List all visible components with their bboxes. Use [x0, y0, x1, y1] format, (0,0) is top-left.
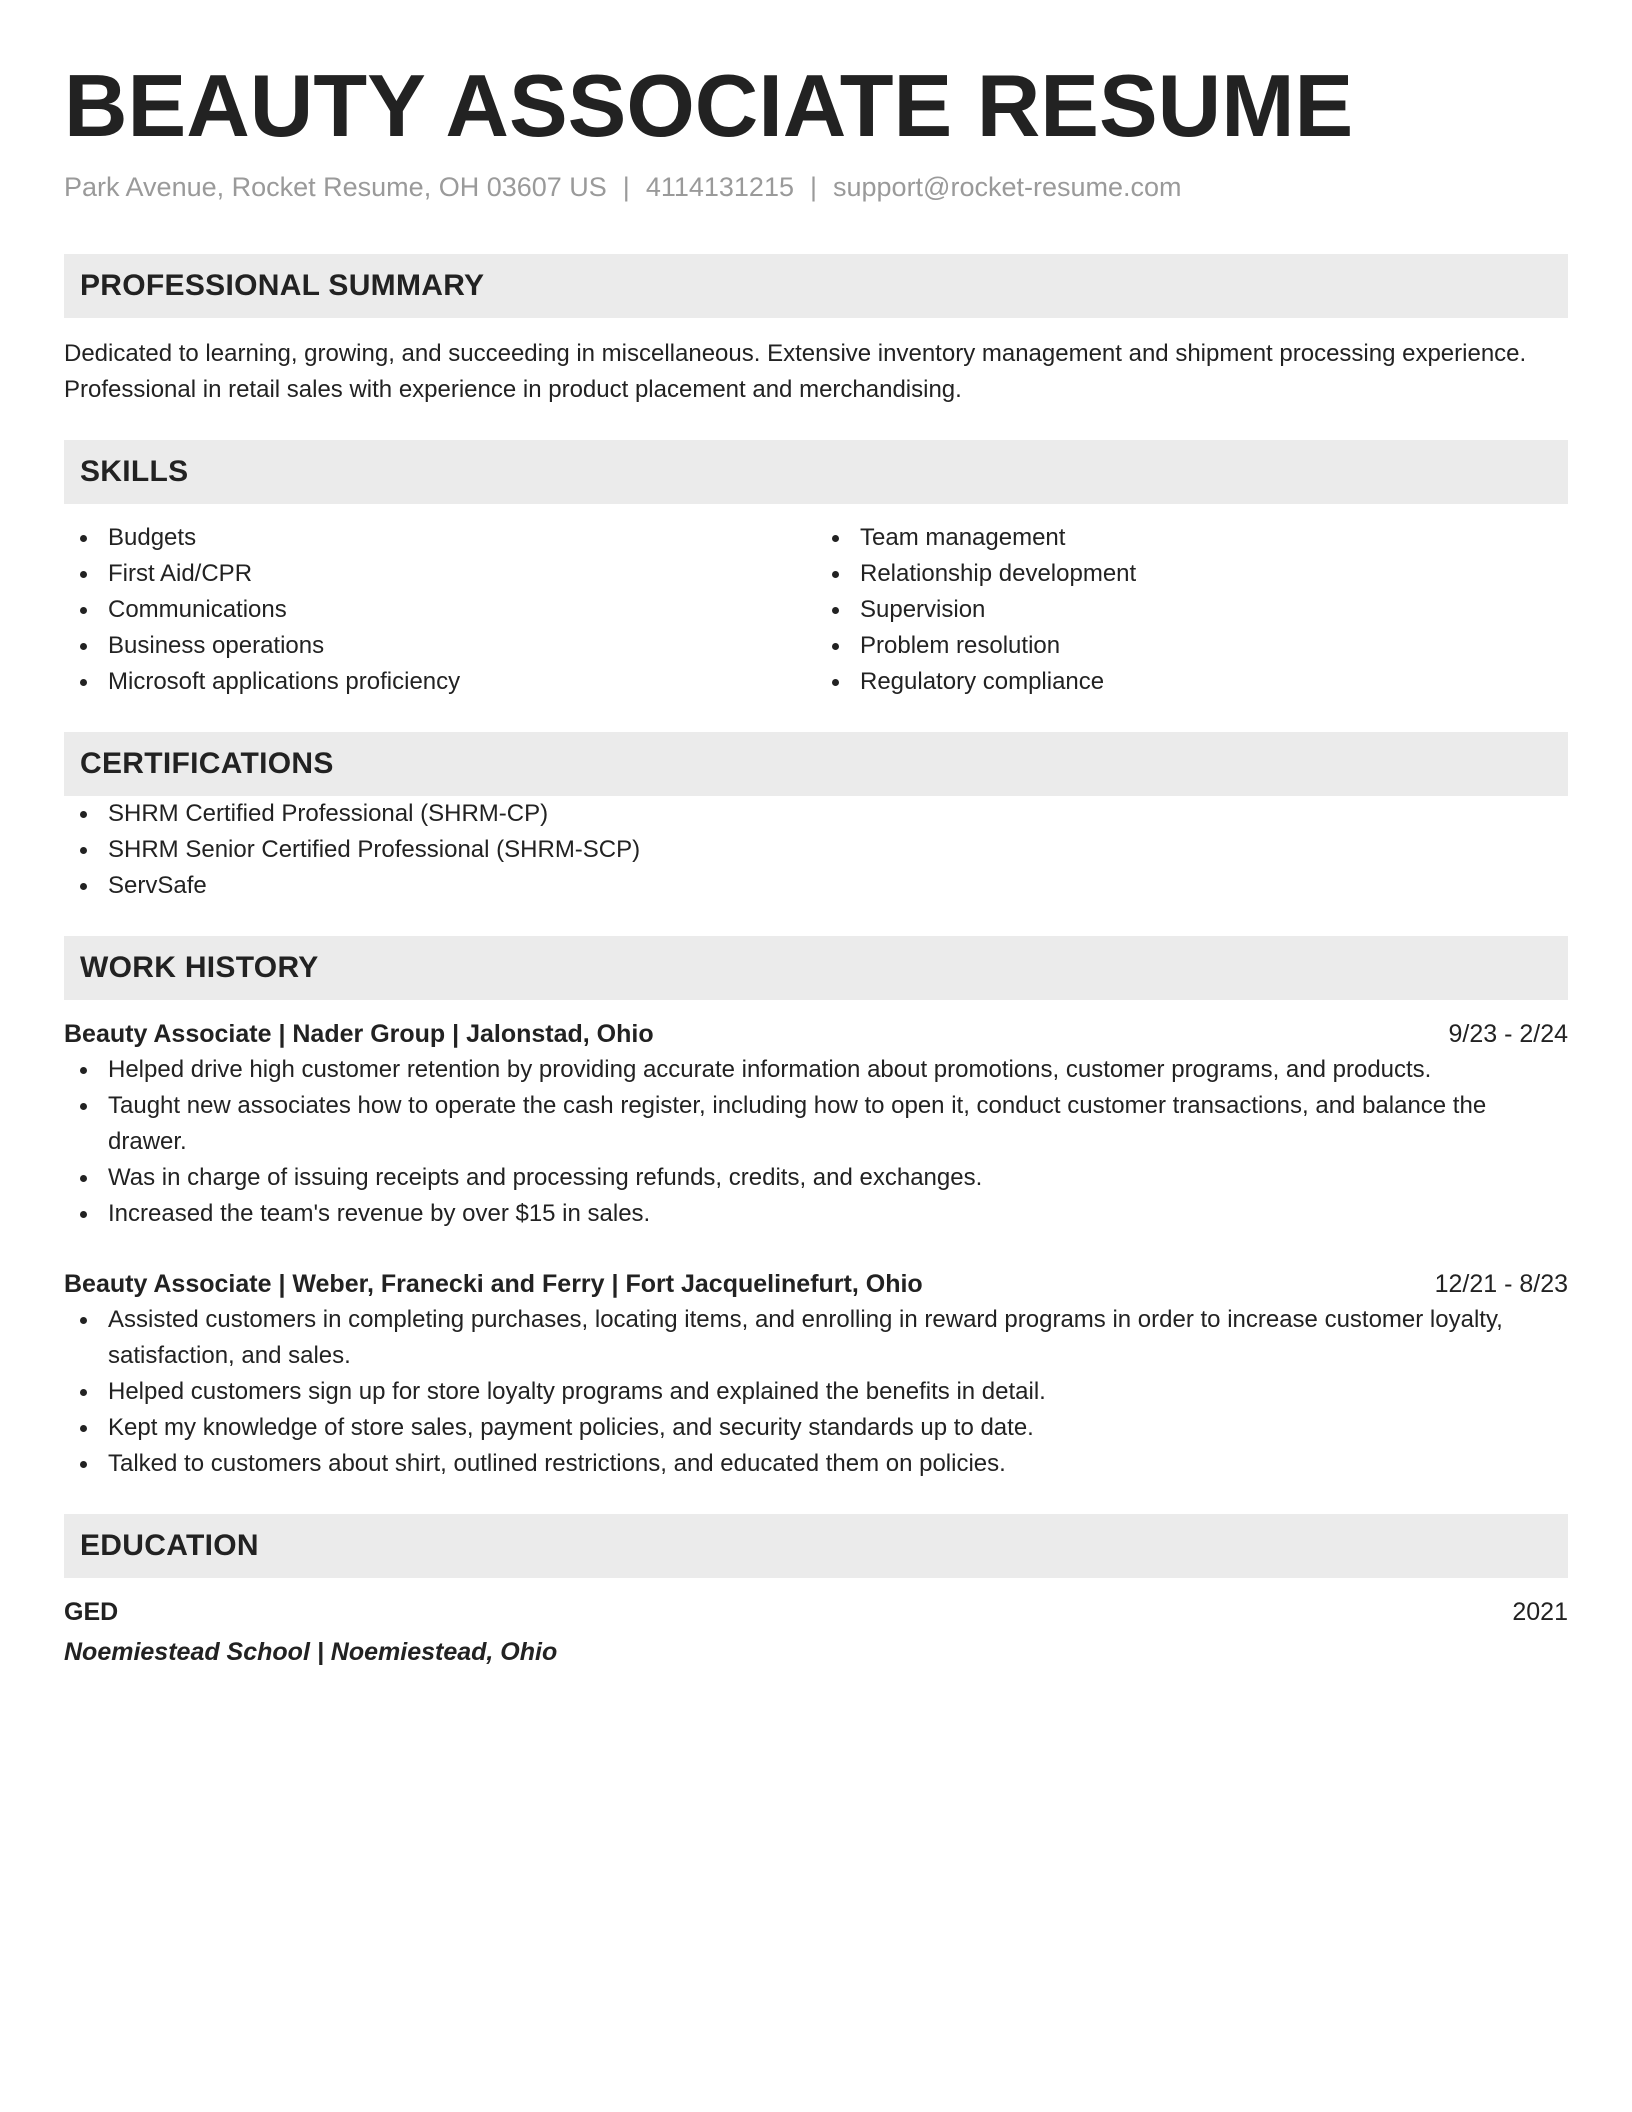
job-entry: [64, 1016, 1568, 1232]
skills-grid: [64, 520, 1568, 700]
job-bullet: Talked to customers about shirt, outlined restrictions, and educated them on policies.: [64, 1446, 1568, 1482]
certifications-list: [64, 796, 1568, 904]
contact-line: [64, 170, 1568, 204]
skills-list-right: [816, 520, 1568, 700]
job-bullets: [64, 1052, 1568, 1232]
summary-text: Dedicated to learning, growing, and succeeding in miscellaneous. Extensive inventory management and shipment processing experience. Professional in retail sales with experience in product placement and merchandising.: [64, 340, 1527, 403]
contact-email: support@rocket-resume.com: [833, 172, 1182, 202]
job-title: Beauty Associate | Nader Group | Jalonstad, Ohio: [64, 1020, 654, 1048]
section-header-education: EDUCATION: [64, 1514, 1568, 1578]
section-header-skills: SKILLS: [64, 440, 1568, 504]
skill-item: Team management: [816, 520, 1568, 556]
skill-item: Communications: [64, 592, 816, 628]
education-year: 2021: [1512, 1598, 1568, 1626]
skill-item: Supervision: [816, 592, 1568, 628]
job-bullet: Increased the team's revenue by over $15 in sales.: [64, 1196, 1568, 1232]
resume-title: BEAUTY ASSOCIATE RESUME: [64, 56, 1354, 155]
job-dates: 9/23 - 2/24: [1448, 1020, 1568, 1048]
job-bullet: Assisted customers in completing purchases, locating items, and enrolling in reward programs in order to increase customer loyalty, satisfaction, and sales.: [64, 1302, 1568, 1374]
job-bullet: Helped drive high customer retention by providing accurate information about promotions, customer programs, and products.: [64, 1052, 1568, 1088]
section-header-work-history: WORK HISTORY: [64, 936, 1568, 1000]
certification-item: ServSafe: [64, 868, 1568, 904]
skill-item: First Aid/CPR: [64, 556, 816, 592]
job-bullet: Was in charge of issuing receipts and processing refunds, credits, and exchanges.: [64, 1160, 1568, 1196]
certification-item: SHRM Certified Professional (SHRM-CP): [64, 796, 1568, 832]
skill-item: Problem resolution: [816, 628, 1568, 664]
skill-item: Regulatory compliance: [816, 664, 1568, 700]
education-school: Noemiestead School | Noemiestead, Ohio: [64, 1638, 558, 1666]
skill-item: Business operations: [64, 628, 816, 664]
education-header: [64, 1594, 1568, 1630]
job-bullet: Taught new associates how to operate the cash register, including how to open it, conduct customer transactions, and balance the drawer.: [64, 1088, 1568, 1160]
job-title: Beauty Associate | Weber, Franecki and Ferry | Fort Jacquelinefurt, Ohio: [64, 1270, 923, 1298]
section-header-certifications: CERTIFICATIONS: [64, 732, 1568, 796]
job-bullet: Kept my knowledge of store sales, payment policies, and security standards up to date.: [64, 1410, 1568, 1446]
job-entry: [64, 1266, 1568, 1482]
skills-list-left: [64, 520, 816, 700]
certification-item: SHRM Senior Certified Professional (SHRM-SCP): [64, 832, 1568, 868]
contact-separator: |: [622, 172, 630, 202]
education-degree: GED: [64, 1598, 119, 1626]
job-header: [64, 1266, 1568, 1302]
contact-separator: |: [809, 172, 817, 202]
section-header-summary: PROFESSIONAL SUMMARY: [64, 254, 1568, 318]
skill-item: Relationship development: [816, 556, 1568, 592]
contact-phone: 4114131215: [645, 172, 794, 202]
skill-item: Microsoft applications proficiency: [64, 664, 816, 700]
job-header: [64, 1016, 1568, 1052]
skill-item: Budgets: [64, 520, 816, 556]
job-bullets: [64, 1302, 1568, 1482]
education-entry: [64, 1594, 1568, 1670]
job-bullet: Helped customers sign up for store loyalty programs and explained the benefits in detail.: [64, 1374, 1568, 1410]
job-dates: 12/21 - 8/23: [1434, 1270, 1568, 1298]
contact-address: Park Avenue, Rocket Resume, OH 03607 US: [64, 172, 607, 202]
